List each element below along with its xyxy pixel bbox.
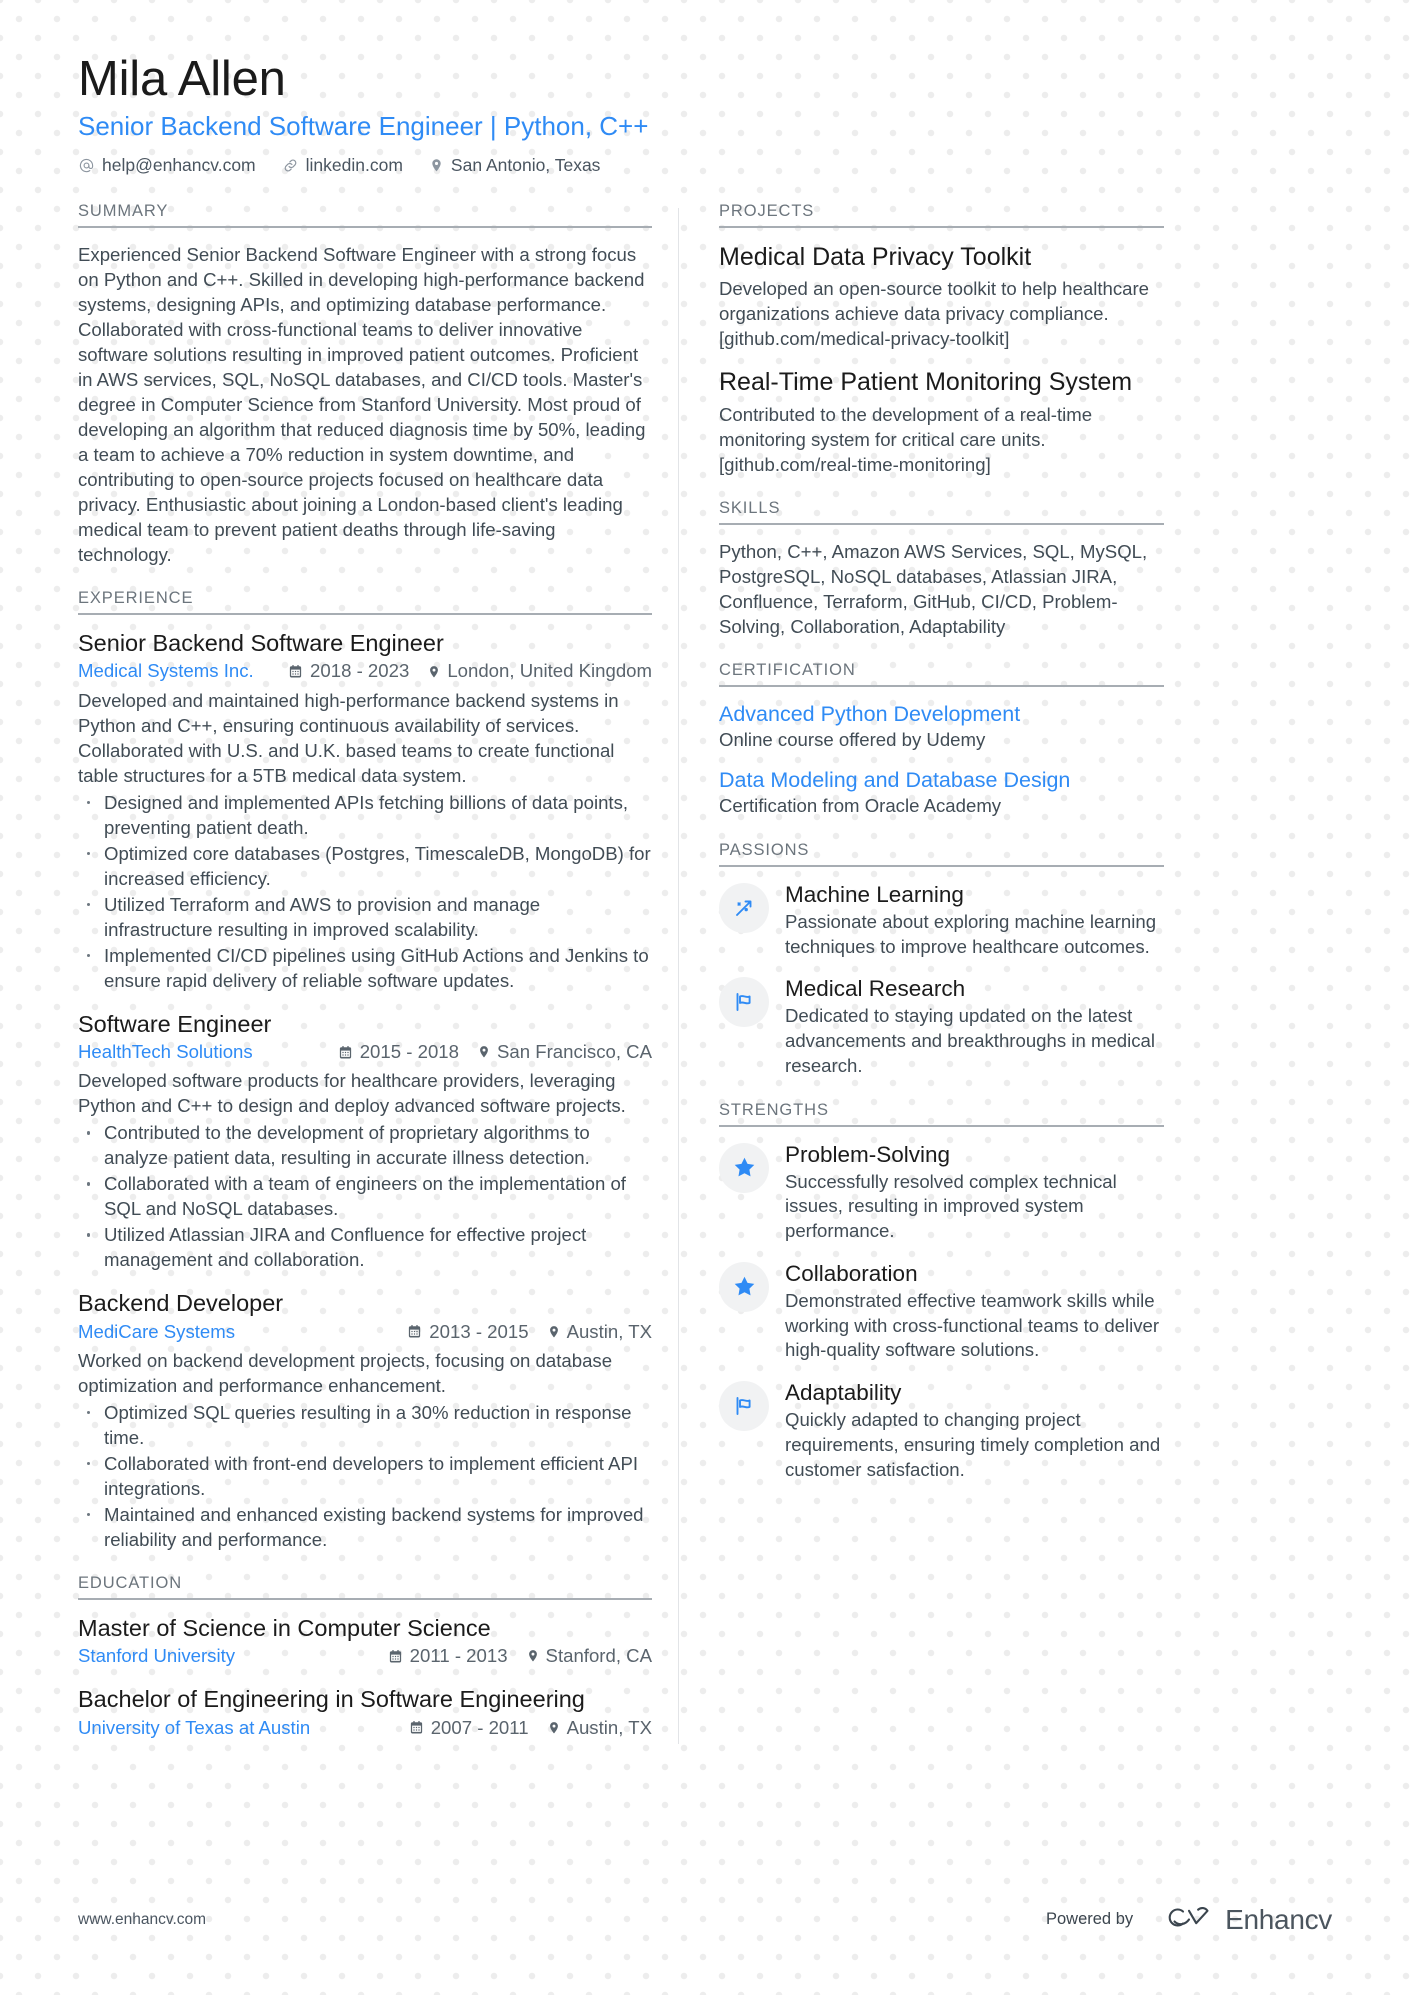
location-pin-icon [547, 1324, 561, 1340]
strength-title: Problem-Solving [785, 1141, 951, 1167]
section-certification [719, 661, 1164, 819]
education-meta [78, 1644, 652, 1668]
bullet-item: Utilized Terraform and AWS to provision and manage infrastructure resulting in improved scalability. [78, 892, 652, 942]
job-title: Senior Backend Software Engineer | Python, C++ [78, 110, 649, 141]
experience-dates: 2013 - 2015 [429, 1320, 529, 1342]
section-heading-skills: SKILLS [719, 499, 1164, 525]
project-entry [719, 367, 1164, 476]
education-location-wrap [547, 1716, 652, 1740]
bullet-item: Designed and implemented APIs fetching billions of data points, preventing patient death. [78, 790, 652, 840]
certification-name[interactable]: Data Modeling and Database Design [719, 767, 1071, 792]
project-description: Developed an open-source toolkit to help healthcare organizations achieve data privacy compliance. [github.com/medical-privacy-toolkit] [719, 278, 1150, 350]
strength-description: Demonstrated effective teamwork skills while working with cross-functional teams to deliver high-quality software solutions. [785, 1289, 1160, 1361]
icon-bubble [719, 977, 769, 1027]
passion-body [785, 881, 1164, 960]
certification-name[interactable]: Advanced Python Development [719, 701, 1021, 726]
scatter-trend-icon [732, 896, 756, 920]
education-entry [78, 1685, 652, 1740]
education-degree: Bachelor of Engineering in Software Engineering [78, 1686, 585, 1713]
calendar-icon [409, 1720, 424, 1735]
location-pin-icon [427, 664, 441, 680]
calendar-icon [407, 1324, 422, 1339]
strength-item [719, 1379, 1164, 1482]
experience-entry [78, 629, 652, 993]
location-pin-icon [526, 1648, 540, 1664]
section-projects [719, 202, 1164, 477]
summary-text: Experienced Senior Backend Software Engineer with a strong focus on Python and C++. Skilled in developing high-performance backend systems, designing APIs, and optimizing database performance. Collaborated with cross-functional teams to deliver innovative software solutions resulting in improved patient outcomes. Proficient in AWS services, SQL, NoSQL databases, and CI/CD tools. Master's degree in Computer Science from Stanford University. Most proud of developing an algorithm that reduced diagnosis time by 50%, leading a team to achieve a 70% reduction in system downtime, and contributing to open-source projects focused on healthcare data privacy. Enthusiastic about joining a London-based client's leading medical team to prevent patient deaths through life-saving technology. [78, 244, 646, 566]
experience-meta [78, 1040, 652, 1064]
section-heading-summary: SUMMARY [78, 202, 652, 228]
section-heading-education: EDUCATION [78, 1574, 652, 1600]
flag-icon [732, 1394, 756, 1418]
experience-description: Developed and maintained high-performance backend systems in Python and C++, ensuring continuous availability of services. Collaborated with U.S. and U.K. based teams to create functional table structures for a 5TB medical data system. [78, 689, 619, 786]
flag-icon [732, 990, 756, 1014]
certification-entry [719, 701, 1164, 753]
experience-title: Software Engineer [78, 1010, 272, 1037]
strength-body [785, 1141, 1164, 1244]
bullet-item: Utilized Atlassian JIRA and Confluence for effective project management and collaboration. [78, 1222, 652, 1272]
section-skills [719, 499, 1164, 639]
bullet-item: Collaborated with a team of engineers on the implementation of SQL and NoSQL databases. [78, 1171, 652, 1221]
education-entry [78, 1614, 652, 1669]
strength-description: Successfully resolved complex technical issues, resulting in improved system performance. [785, 1170, 1117, 1242]
project-entry [719, 242, 1164, 351]
experience-dates-wrap [407, 1320, 546, 1344]
link-icon [282, 157, 299, 174]
experience-bullets [78, 1400, 652, 1552]
footer-branding [1046, 1902, 1332, 1937]
experience-location-wrap [547, 1320, 652, 1344]
experience-dates: 2015 - 2018 [359, 1040, 459, 1062]
section-strengths [719, 1101, 1164, 1483]
project-description: Contributed to the development of a real-time monitoring system for critical care units. [github.com/real-time-monitoring] [719, 403, 1093, 475]
bullet-item: Collaborated with front-end developers to implement efficient API integrations. [78, 1451, 652, 1501]
certification-issuer: Certification from Oracle Academy [719, 795, 1002, 817]
experience-bullets [78, 1120, 652, 1272]
section-heading-experience: EXPERIENCE [78, 589, 652, 615]
section-summary [78, 202, 652, 567]
experience-entry [78, 1289, 652, 1552]
education-degree: Master of Science in Computer Science [78, 1614, 491, 1641]
calendar-icon [288, 664, 303, 679]
contact-bar [78, 155, 1332, 176]
skills-text: Python, C++, Amazon AWS Services, SQL, MySQL, PostgreSQL, NoSQL databases, Atlassian JIRA, Confluence, Terraform, GitHub, CI/CD, Problem-Solving, Collaboration, Adaptability [719, 540, 1148, 637]
star-icon [732, 1274, 757, 1299]
contact-email-text: help@enhancv.com [102, 155, 256, 176]
education-location-wrap [526, 1644, 652, 1668]
experience-meta [78, 659, 652, 683]
bullet-item: Optimized core databases (Postgres, TimescaleDB, MongoDB) for increased efficiency. [78, 841, 652, 891]
experience-location: San Francisco, CA [496, 1040, 652, 1062]
certification-issuer: Online course offered by Udemy [719, 729, 986, 751]
powered-by-label: Powered by [1045, 1910, 1134, 1928]
section-education [78, 1574, 652, 1740]
enhancv-wordmark: Enhancv [1225, 1903, 1332, 1935]
passion-item [719, 881, 1164, 960]
section-heading-certification: CERTIFICATION [719, 661, 1164, 687]
strength-item [719, 1260, 1164, 1363]
location-pin-icon [429, 157, 444, 174]
passion-body [785, 975, 1164, 1078]
section-heading-projects: PROJECTS [719, 202, 1164, 228]
experience-dates-wrap [338, 1040, 477, 1064]
strength-title: Adaptability [785, 1380, 902, 1406]
experience-dates: 2018 - 2023 [310, 660, 410, 682]
strength-body [785, 1379, 1164, 1482]
experience-location-wrap [477, 1040, 652, 1064]
bullet-item: Implemented CI/CD pipelines using GitHub Actions and Jenkins to ensure rapid delivery of reliable software updates. [78, 943, 652, 993]
education-meta [78, 1716, 652, 1740]
icon-bubble [719, 1381, 769, 1431]
icon-bubble [719, 883, 769, 933]
education-dates-wrap [409, 1716, 547, 1740]
bullet-item: Maintained and enhanced existing backend systems for improved reliability and performance. [78, 1502, 652, 1552]
certification-entry [719, 767, 1164, 819]
experience-description: Worked on backend development projects, focusing on database optimization and performance enhancement. [78, 1349, 613, 1396]
experience-location: London, United Kingdom [447, 660, 652, 682]
contact-linkedin[interactable] [282, 155, 403, 176]
experience-title: Senior Backend Software Engineer [78, 630, 444, 657]
education-school[interactable]: Stanford University [78, 1645, 236, 1667]
section-experience [78, 589, 652, 1552]
strength-title: Collaboration [785, 1260, 918, 1286]
star-icon [732, 1155, 757, 1180]
passion-title: Medical Research [785, 976, 966, 1002]
project-name: Medical Data Privacy Toolkit [719, 243, 1032, 272]
experience-company[interactable]: MediCare Systems [78, 1320, 236, 1342]
contact-location [429, 155, 601, 176]
page-footer [78, 1902, 1332, 1937]
resume-header [78, 52, 1332, 176]
passion-item [719, 975, 1164, 1078]
location-pin-icon [477, 1044, 491, 1060]
education-school[interactable]: University of Texas at Austin [78, 1716, 311, 1738]
project-name: Real-Time Patient Monitoring System [719, 368, 1133, 397]
experience-bullets [78, 790, 652, 993]
icon-bubble [719, 1262, 769, 1312]
education-dates-wrap [388, 1644, 526, 1668]
education-dates: 2011 - 2013 [409, 1645, 508, 1667]
experience-dates-wrap [288, 659, 427, 683]
education-location: Austin, TX [566, 1716, 652, 1738]
enhancv-logo-icon [1159, 1902, 1213, 1937]
calendar-icon [388, 1649, 403, 1664]
strength-body [785, 1260, 1164, 1363]
experience-title: Backend Developer [78, 1290, 284, 1317]
bullet-item: Optimized SQL queries resulting in a 30% reduction in response time. [78, 1400, 652, 1450]
experience-description: Developed software products for healthcare providers, leveraging Python and C++ to design and deploy advanced software projects. [78, 1070, 626, 1117]
passion-description: Dedicated to staying updated on the latest advancements and breakthroughs in medical research. [785, 1005, 1156, 1076]
section-heading-passions: PASSIONS [719, 841, 1164, 867]
location-pin-icon [547, 1720, 561, 1736]
experience-entry [78, 1010, 652, 1273]
icon-bubble [719, 1143, 769, 1193]
experience-company[interactable]: Medical Systems Inc. [78, 660, 254, 682]
section-passions [719, 841, 1164, 1079]
strength-item [719, 1141, 1164, 1244]
enhancv-brand[interactable] [1159, 1902, 1332, 1937]
footer-url[interactable]: www.enhancv.com [78, 1910, 207, 1928]
right-column [679, 202, 1164, 1482]
experience-location: Austin, TX [566, 1320, 652, 1342]
strength-description: Quickly adapted to changing project requirements, ensuring timely completion and customer satisfaction. [785, 1409, 1161, 1480]
experience-company[interactable]: HealthTech Solutions [78, 1040, 253, 1062]
contact-location-text: San Antonio, Texas [450, 155, 601, 176]
contact-email[interactable] [78, 155, 256, 176]
resume-body [78, 202, 1332, 1744]
passion-title: Machine Learning [785, 881, 964, 907]
calendar-icon [338, 1045, 353, 1060]
education-location: Stanford, CA [545, 1645, 652, 1667]
passion-description: Passionate about exploring machine learning techniques to improve healthcare outcomes. [785, 910, 1157, 957]
experience-meta [78, 1320, 652, 1344]
page-title: Mila Allen [78, 52, 286, 106]
education-dates: 2007 - 2011 [430, 1716, 529, 1738]
bullet-item: Contributed to the development of proprietary algorithms to analyze patient data, resulting in accurate illness detection. [78, 1120, 652, 1170]
left-column [78, 202, 678, 1744]
contact-linkedin-text: linkedin.com [305, 155, 403, 176]
experience-location-wrap [427, 659, 652, 683]
section-heading-strengths: STRENGTHS [719, 1101, 1164, 1127]
at-icon [78, 157, 95, 174]
